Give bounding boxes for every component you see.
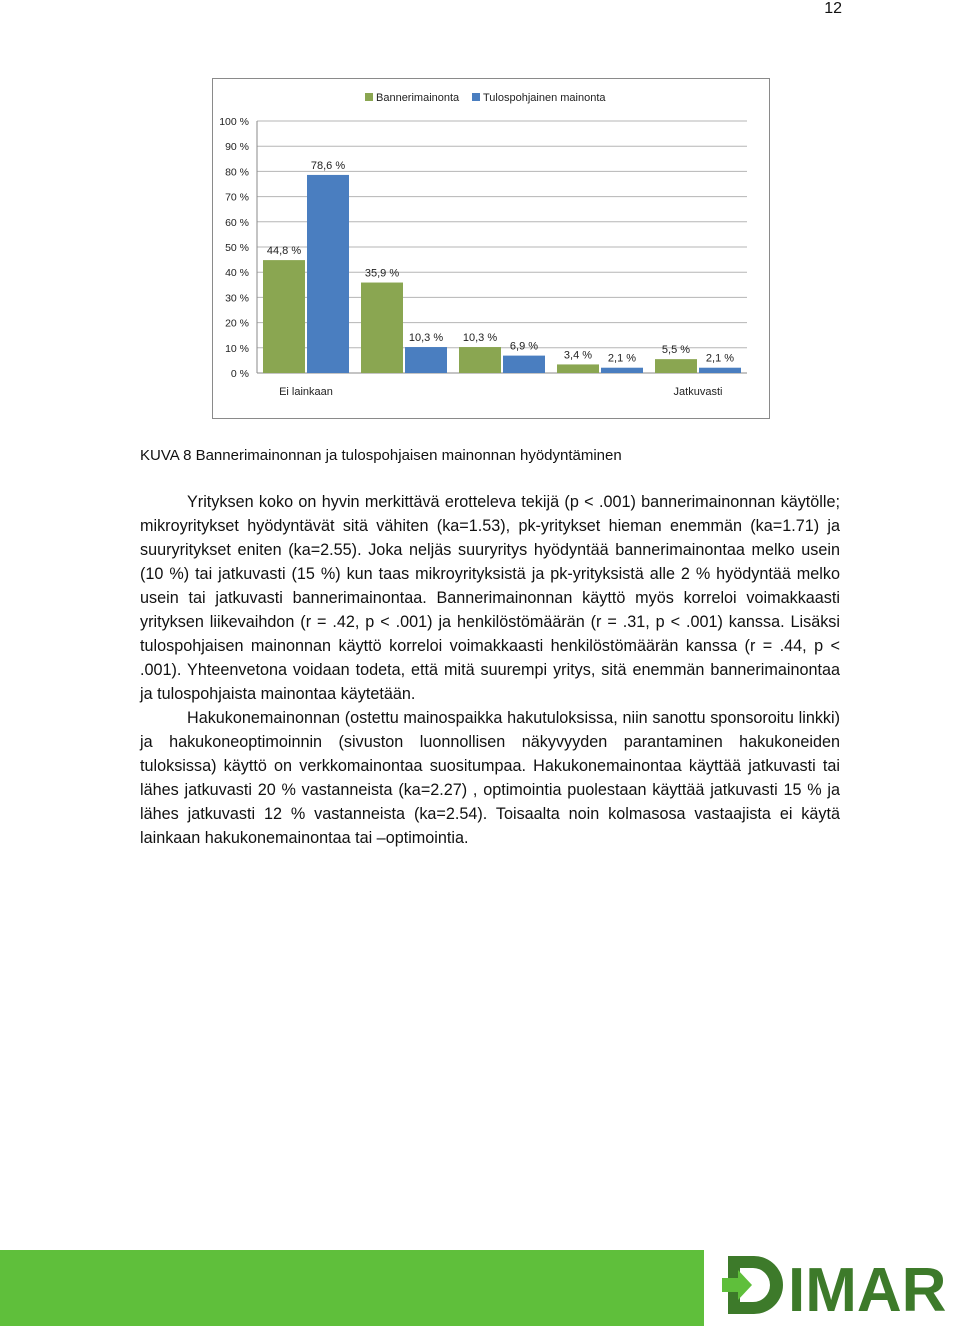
y-tick-label: 60 %	[225, 216, 249, 229]
bar	[503, 356, 545, 373]
bar-chart	[212, 78, 770, 419]
y-tick-label: 30 %	[225, 292, 249, 305]
y-tick-label: 80 %	[225, 166, 249, 179]
legend-swatch	[365, 93, 373, 101]
data-label: 35,9 %	[364, 267, 400, 280]
data-label: 10,3 %	[408, 332, 444, 345]
y-tick-label: 10 %	[225, 342, 249, 355]
bar	[655, 359, 697, 373]
bar	[361, 283, 403, 373]
body-text	[140, 490, 840, 850]
bar	[699, 368, 741, 373]
data-label: 10,3 %	[462, 332, 498, 345]
y-tick-label: 100 %	[219, 116, 249, 128]
legend-label: Tulospohjainen mainonta	[483, 92, 606, 104]
data-label: 2,1 %	[607, 352, 637, 365]
footer-bar	[0, 1250, 704, 1326]
bar	[307, 175, 349, 373]
x-tick-label: Ei lainkaan	[279, 386, 333, 398]
bar	[263, 260, 305, 373]
y-tick-label: 0 %	[230, 368, 249, 380]
y-tick-label: 90 %	[225, 141, 249, 154]
data-label: 2,1 %	[705, 352, 735, 365]
data-label: 78,6 %	[310, 159, 346, 172]
bar	[601, 368, 643, 373]
page-number: 12	[824, 0, 842, 17]
dimar-logo	[720, 1248, 956, 1322]
paragraph: Yrityksen koko on hyvin merkittävä erotteleva tekijä (p < .001) bannerimainonnan käytölle; mikroyritykset hyödyntävät sitä vähiten (ka=1.53), pk-yritykset hieman enemmän (ka=1.71) ja suuryritykset eniten (ka=2.55). Joka neljäs suuryritys hyödyntää bannerimainontaa melko usein (10 %) tai jatkuvasti (15 %) kun taas mikroyrityksistä ja pk-yrityksistä alle 2 % hyödyntää melko usein tai jatkuvasti bannerimainontaa. Bannerimainonnan käyttö myös korreloi voimakkaasti yrityksen liikevaihdon (r = .42, p < .001) ja henkilöstömäärän (r = .31, p < .001) kanssa. Lisäksi tulospohjaisen mainonnan käyttö korreloi voimakkaasti henkilöstömäärän kanssa (r = .44, p < .001). Yhteenvetona voidaan todeta, että mitä suurempi yritys, sitä enemmän bannerimainontaa ja tulospohjaista mainontaa käytetään.	[140, 493, 840, 703]
data-label: 5,5 %	[661, 344, 691, 357]
data-label: 3,4 %	[563, 349, 593, 362]
y-tick-label: 70 %	[225, 191, 249, 204]
bar-chart-svg	[213, 79, 769, 418]
paragraph: Hakukonemainonnan (ostettu mainospaikka hakutuloksissa, niin sanottu sponsoroitu linkki) ja hakukoneoptimoinnin (sivuston luonnollisen näkyvyyden parantaminen hakukoneiden tuloksissa) käyttö on verkkomainontaa suositumpaa. Hakukonemainontaa käyttää jatkuvasti tai lähes jatkuvasti 20 % vastanneista (ka=2.27) , optimointia puolestaan käyttää jatkuvasti 15 % ja lähes jatkuvasti 12 % vastanneista (ka=2.54). Toisaalta noin kolmasosa vastaajista ei käytä lainkaan hakukonemainontaa tai –optimointia.	[140, 709, 840, 847]
figure-caption: KUVA 8 Bannerimainonnan ja tulospohjaisen mainonnan hyödyntäminen	[140, 447, 622, 464]
y-tick-label: 20 %	[225, 317, 249, 330]
legend-label: Bannerimainonta	[376, 92, 460, 104]
bar	[459, 347, 501, 373]
logo-wordmark: IMAR	[788, 1256, 947, 1322]
data-label: 6,9 %	[509, 340, 539, 353]
y-tick-label: 50 %	[225, 242, 249, 254]
x-tick-label: Jatkuvasti	[673, 386, 723, 398]
legend-swatch	[472, 93, 480, 101]
bar	[405, 347, 447, 373]
y-tick-label: 40 %	[225, 267, 249, 280]
bar	[557, 364, 599, 373]
data-label: 44,8 %	[266, 245, 302, 258]
